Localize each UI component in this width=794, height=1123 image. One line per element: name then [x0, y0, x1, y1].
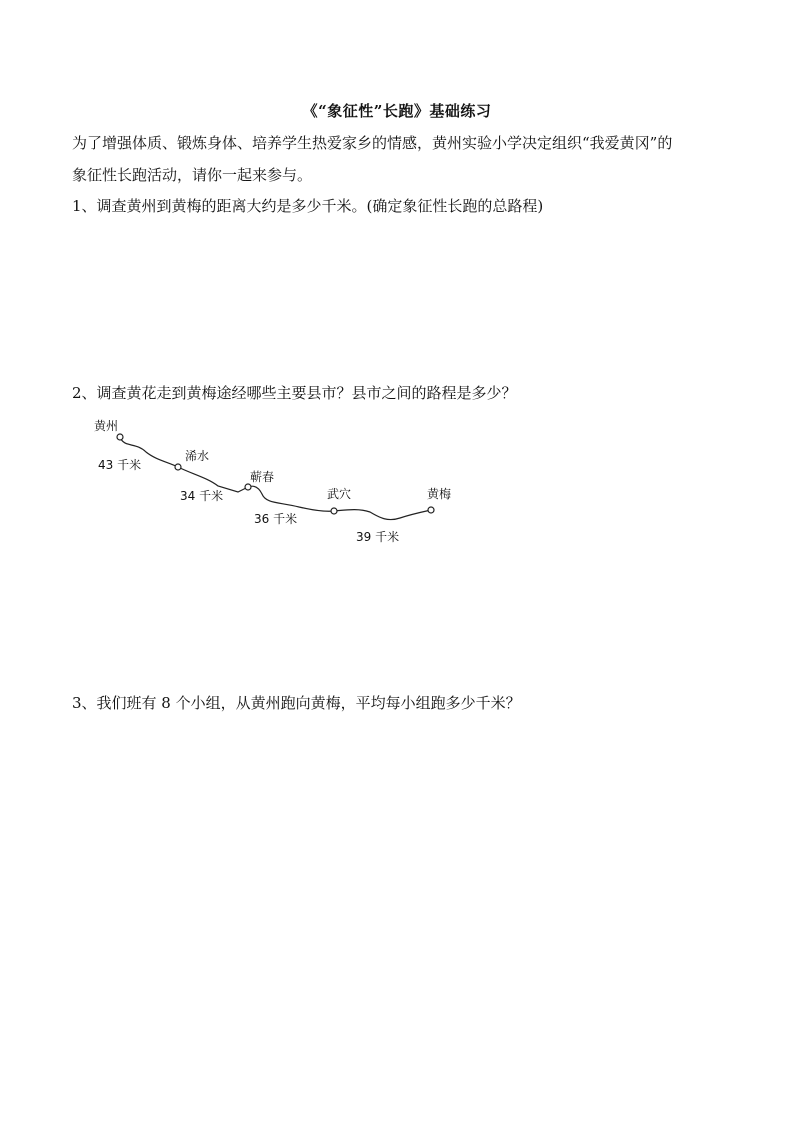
route-line — [120, 437, 431, 520]
question-2: 2、调查黄花走到黄梅途经哪些主要县市？县市之间的路程是多少？ — [72, 384, 517, 402]
intro-text-line-2: 象征性长跑活动，请你一起来参与。 — [72, 166, 313, 184]
stop-label-huangmei: 黄梅 — [427, 487, 452, 501]
distance-label-segment-3: 36 千米 — [254, 512, 298, 526]
distance-label-segment-4: 39 千米 — [356, 530, 400, 544]
stop-marker-xishui — [175, 464, 181, 470]
route-map — [84, 412, 464, 552]
stop-label-huangzhou: 黄州 — [94, 419, 119, 433]
stop-label-qichun: 蕲春 — [250, 470, 275, 484]
distance-label-segment-1: 43 千米 — [98, 458, 142, 472]
stop-marker-huangzhou — [117, 434, 123, 440]
intro-text-line-1: 为了增强体质、锻炼身体、培养学生热爱家乡的情感，黄州实验小学决定组织“我爱黄冈”的 — [72, 134, 673, 152]
question-1: 1、调查黄州到黄梅的距离大约是多少千米。(确定象征性长跑的总路程) — [72, 197, 544, 215]
stop-label-wuxue: 武穴 — [327, 487, 352, 501]
question-3: 3、我们班有 8 个小组，从黄州跑向黄梅，平均每小组跑多少千米？ — [72, 694, 521, 712]
distance-label-segment-2: 34 千米 — [180, 489, 224, 503]
stop-marker-qichun — [245, 484, 251, 490]
stop-marker-huangmei — [428, 507, 434, 513]
page-title: 《“象征性”长跑》基础练习 — [302, 102, 492, 120]
stop-marker-wuxue — [331, 508, 337, 514]
stop-label-xishui: 浠水 — [185, 449, 210, 463]
